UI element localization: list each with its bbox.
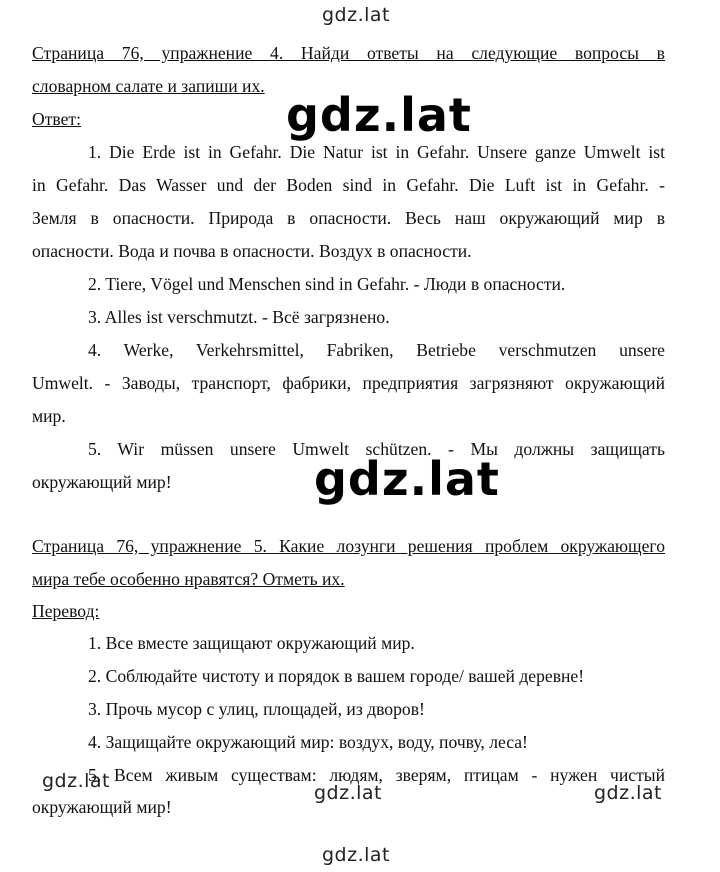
watermark-top: gdz.lat [322, 4, 391, 26]
translation-label: Перевод: [32, 601, 100, 621]
watermark-bottom-right: gdz.lat [594, 782, 663, 804]
exercise5-header-line2: мира тебе особенно нравятся? Отметь их. [32, 569, 345, 589]
p5-line2: окружающий мир! [32, 472, 172, 492]
watermark-bottom-center: gdz.lat [314, 782, 383, 804]
p4-line1: 4. Werke, Verkehrsmittel, Fabriken, Betriebe verschmutzen unsere [88, 340, 665, 360]
watermark-center-lower: gdz.lat [314, 452, 500, 506]
translation-item-1: 1. Все вместе защищают окружающий мир. [88, 633, 415, 653]
watermark-center-upper: gdz.lat [286, 88, 472, 142]
watermark-footer: gdz.lat [322, 844, 391, 866]
translation-item-3: 3. Прочь мусор с улиц, площадей, из дворов! [88, 699, 425, 719]
translation-item-5-line2: окружающий мир! [32, 797, 172, 817]
exercise5-header-line1: Страница 76, упражнение 5. Какие лозунги решения проблем окружающего [32, 536, 665, 556]
exercise4-header-line2: словарном салате и запиши их. [32, 76, 265, 96]
translation-item-4: 4. Защищайте окружающий мир: воздух, воду, почву, леса! [88, 732, 528, 752]
watermark-bottom-left: gdz.lat [42, 770, 111, 792]
translation-item-5-line1: 5. Всем живым существам: людям, зверям, птицам - нужен чистый [88, 765, 665, 785]
exercise4-header-line1: Страница 76, упражнение 4. Найди ответы на следующие вопросы в [32, 43, 665, 63]
answer-label: Ответ: [32, 109, 81, 129]
translation-item-2: 2. Соблюдайте чистоту и порядок в вашем городе/ вашей деревне! [88, 666, 585, 686]
p1-line1: 1. Die Erde ist in Gefahr. Die Natur ist in Gefahr. Unsere ganze Umwelt ist [88, 142, 665, 162]
p2: 2. Tiere, Vögel und Menschen sind in Gefahr. - Люди в опасности. [88, 274, 566, 294]
p5-line1: 5. Wir müssen unsere Umwelt schützen. - Мы должны защищать [88, 439, 665, 459]
p4-line3: мир. [32, 406, 66, 426]
p3: 3. Alles ist verschmutzt. - Всё загрязнено. [88, 307, 390, 327]
p1-line2: in Gefahr. Das Wasser und der Boden sind in Gefahr. Die Luft ist in Gefahr. - [32, 175, 665, 195]
p1-line3: Земля в опасности. Природа в опасности. Весь наш окружающий мир в [32, 208, 665, 228]
p1-line4: опасности. Вода и почва в опасности. Воздух в опасности. [32, 241, 472, 261]
p4-line2: Umwelt. - Заводы, транспорт, фабрики, предприятия загрязняют окружающий [32, 373, 665, 393]
